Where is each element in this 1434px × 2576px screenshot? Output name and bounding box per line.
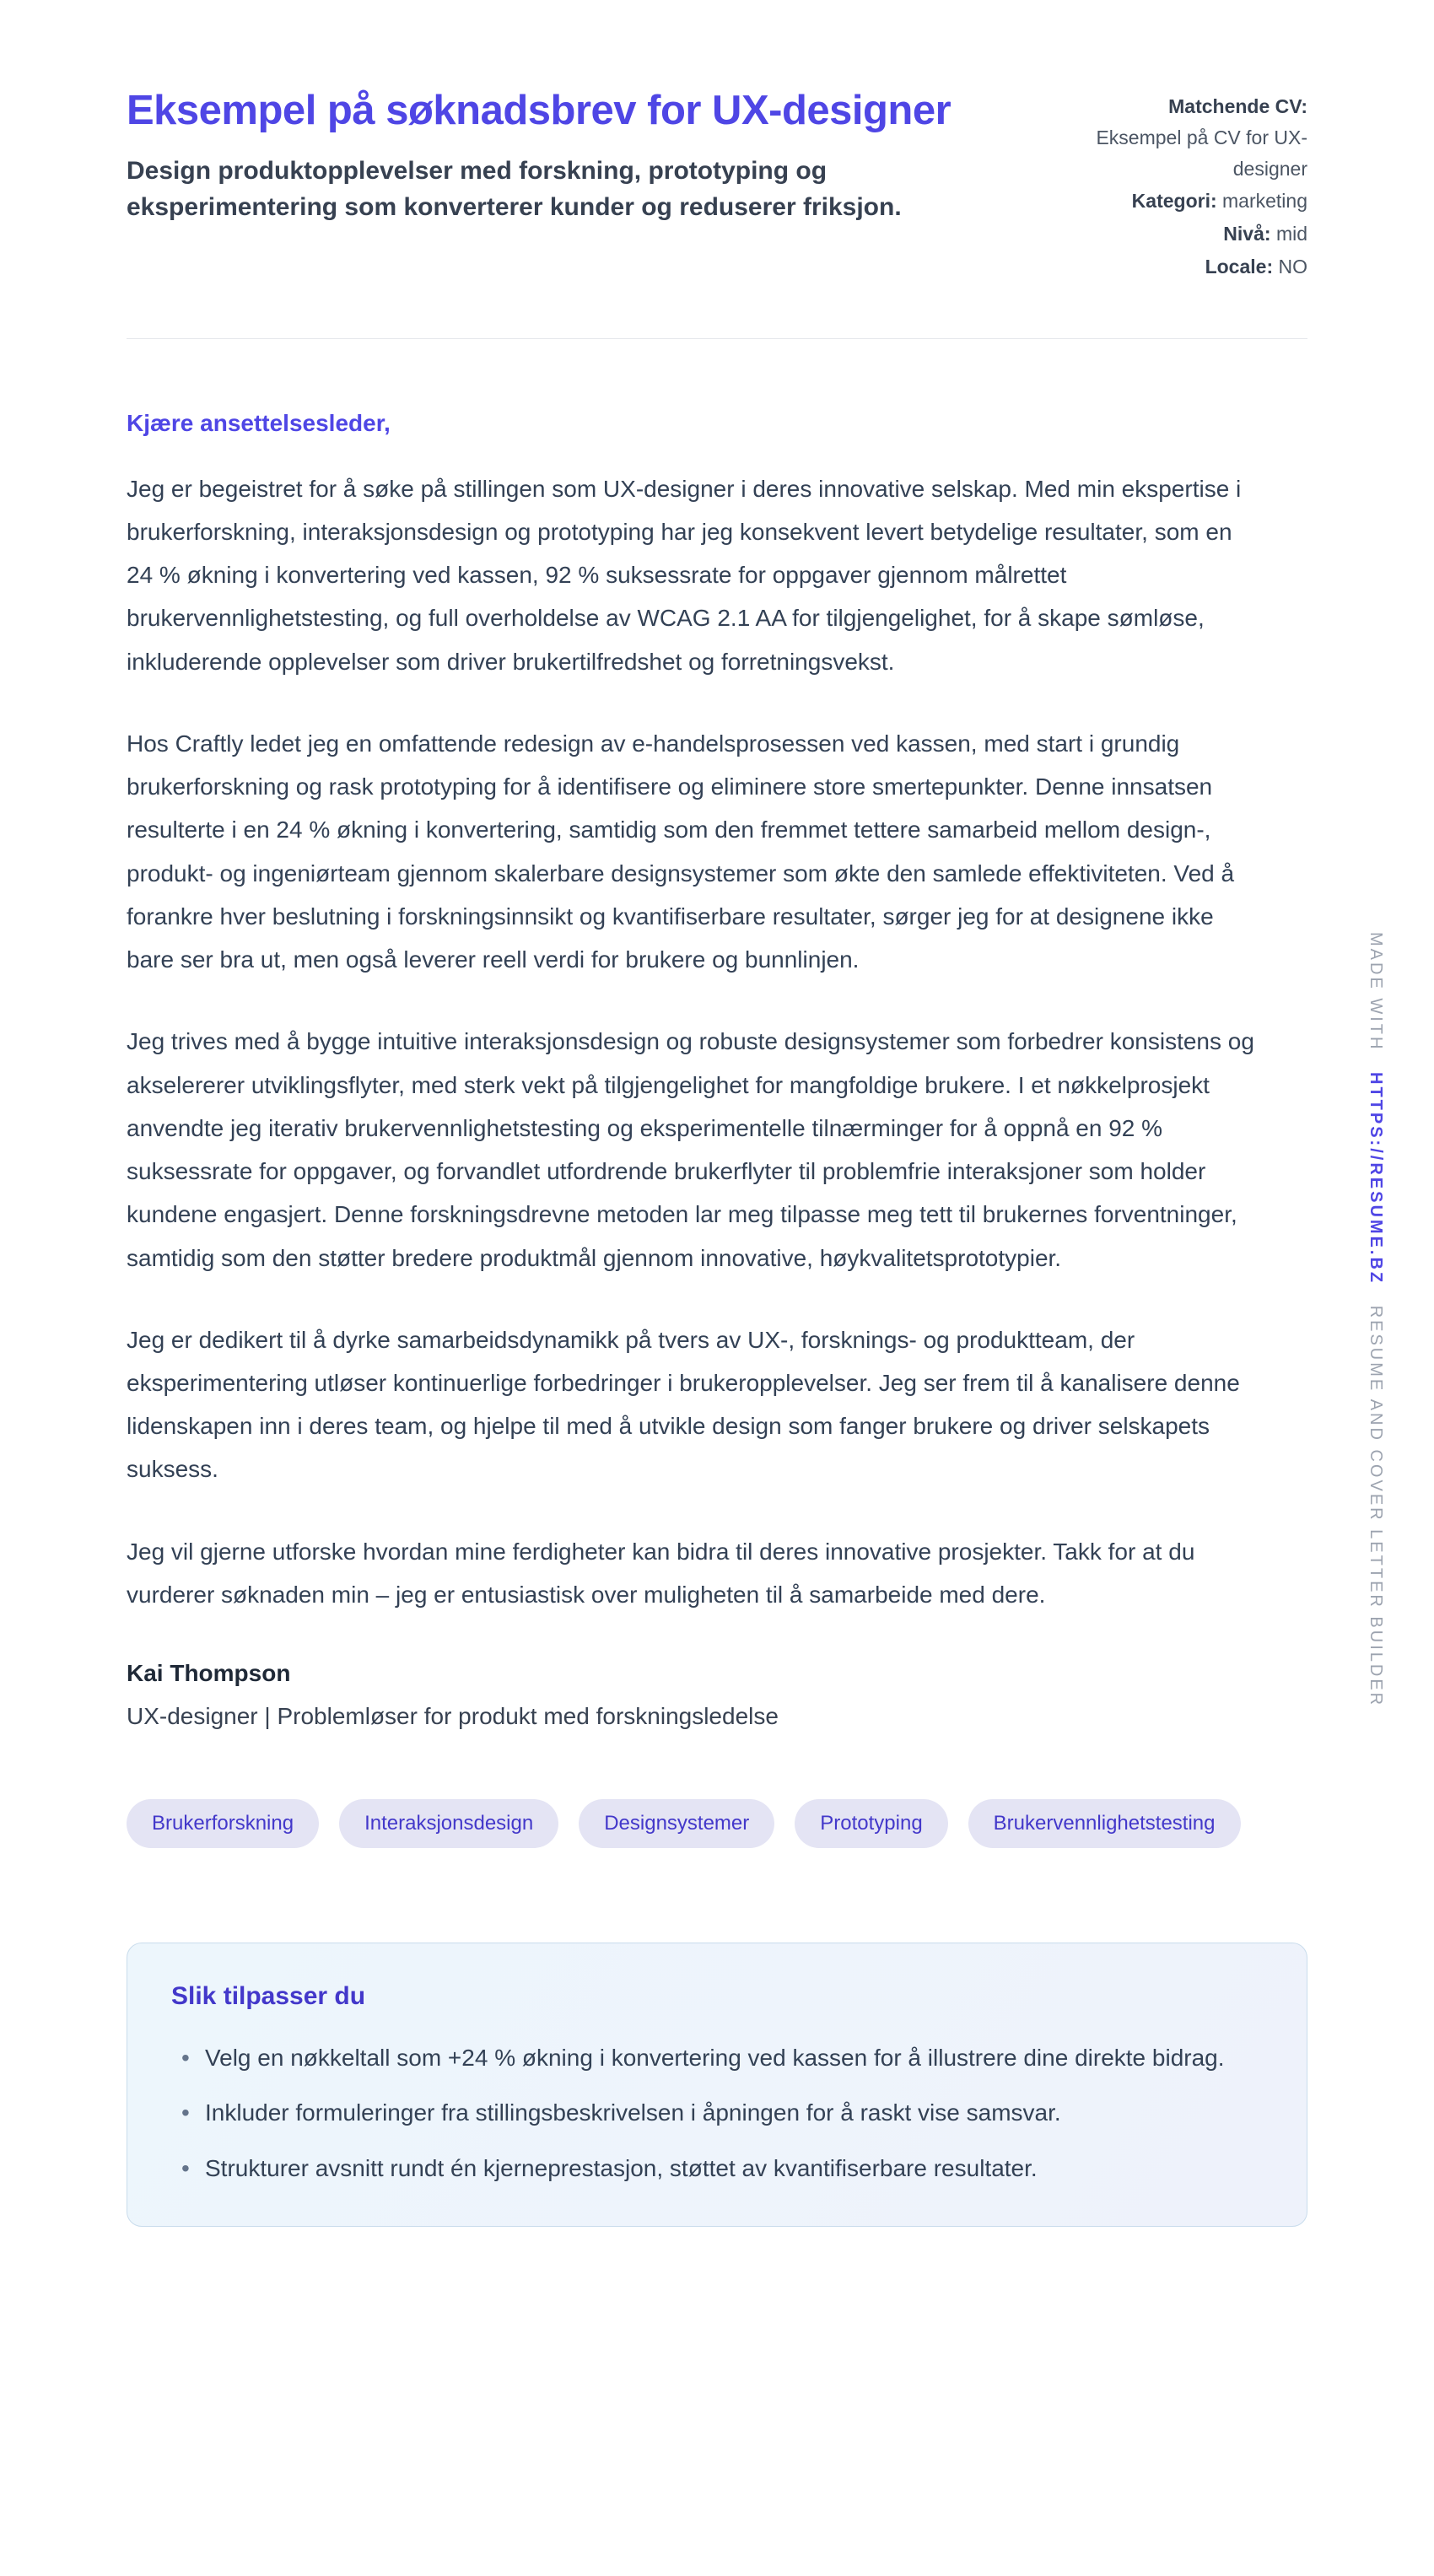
skill-tag: Prototyping [795,1799,947,1848]
meta-category [1054,186,1307,217]
meta-level-label: Nivå: [1223,223,1271,245]
meta-level-value: mid [1275,223,1307,245]
letter-paragraph: Jeg vil gjerne utforske hvordan mine ferdigheter kan bidra til deres innovative prosjekter. Takk for at du vurderer søknaden min – jeg er entusiastisk over muligheten til å samarbeide med dere. [127,1538,1195,1608]
letter-paragraph: Jeg er dedikert til å dyrke samarbeidsdynamikk på tvers av UX-, forsknings- og produktteam, der eksperimentering utløser kontinuerlige forbedringer i brukeropplevelser. Jeg ser frem til å kanalisere denne lidenskapen inn i deres team, og hjelpe til med å utvikle design som fanger brukere og driver selskapets suksess. [127,1326,1240,1483]
skill-tags [127,1799,1307,1848]
page-title: Eksempel på søknadsbrev for UX-designer [127,88,952,133]
tips-list [171,2036,1263,2191]
meta-category-label: Kategori: [1131,190,1217,213]
page-subtitle: Design produktopplevelser med forskning, prototyping og eksperimentering som konverterer kunder og reduserer friksjon. [127,156,902,222]
letter-paragraph: Jeg trives med å bygge intuitive interaksjonsdesign og robuste designsystemer som forbedrer konsistens og akselererer utviklingsflyter, med sterk vekt på tilgjengelighet for mangfoldige brukere. I et nøkkelprosjekt anvendte jeg iterativ brukervennlighetstesting og eksperimentelle tilnærminger for å oppnå en 92 % suksessrate for oppgaver, og forvandlet utfordrende brukerflyter til problemfrie interaksjoner som holder kundene engasjert. Denne forskningsdrevne metoden lar meg tilpasse meg tett til brukernes forventninger, samtidig som den støtter bredere produktmål gjennom innovative, høykvalitetsprototypier. [127,1028,1254,1271]
letter-paragraph: Jeg er begeistret for å søke på stillingen som UX-designer i deres innovative selskap. Med min ekspertise i brukerforskning, interaksjonsdesign og prototyping har jeg konsekvent levert betydelige resultater, som en 24 % økning i konvertering ved kassen, 92 % suksessrate for oppgaver gjennom målrettet brukervennlighetstesting, og full overholdelse av WCAG 2.1 AA for tilgjengelighet, for å skape sømløse, inkluderende opplevelser som driver brukertilfredshet og forretningsvekst. [127,475,1242,675]
meta-level [1054,218,1307,250]
meta-matching-cv-label: Matchende CV: [1168,95,1307,117]
skill-tag: Brukervennlighetstesting [968,1799,1241,1848]
watermark-prefix: MADE WITH [1367,932,1385,1052]
meta-matching-cv [1054,91,1307,184]
meta-category-value: marketing [1222,190,1307,213]
meta-locale-value: NO [1278,255,1307,278]
meta-matching-cv-value: Eksempel på CV for UX-designer [1096,126,1307,180]
meta-locale [1054,251,1307,283]
header-divider [127,338,1307,339]
header [127,84,1307,284]
letter-paragraph: Hos Craftly ledet jeg en omfattende redesign av e-handelsprosessen ved kassen, med start i grundig brukerforskning og rask prototyping for å identifisere og eliminere store smertepunkter. Denne innsatsen resulterte i en 24 % økning i konvertering, samtidig som den fremmet tettere samarbeid mellom design-, produkt- og ingeniørteam gjennom skalerbare designsystemer som økte den samlede effektiviteten. Ved å forankre hver beslutning i forskningsinnsikt og kvantifiserbare resultater, sørger jeg for at designene ikke bare ser bra ut, men også leverer reell verdi for brukere og bunnlinjen. [127,730,1235,973]
resume-bz-link[interactable]: HTTPS://RESUME.BZ [1367,1072,1385,1285]
watermark [1366,932,1385,1707]
tip-item: • Inkluder formuleringer fra stillingsbeskrivelsen i åpningen for å raskt vise samsvar. [171,2091,1263,2135]
skill-tag: Designsystemer [579,1799,774,1848]
letter-body [127,410,1261,1738]
skill-tag: Interaksjonsdesign [339,1799,558,1848]
skill-tag: Brukerforskning [127,1799,319,1848]
signature-name: Kai Thompson [127,1660,291,1687]
signature-role: UX-designer | Problemløser for produkt med forskningsledelse [127,1703,779,1730]
tip-item: • Velg en nøkkeltall som +24 % økning i konvertering ved kassen for å illustrere dine direkte bidrag. [171,2036,1263,2080]
meta-locale-label: Locale: [1205,255,1274,278]
header-title-block [127,84,1054,226]
tip-item: • Strukturer avsnitt rundt én kjerneprestasjon, støttet av kvantifiserbare resultater. [171,2147,1263,2191]
tips-title: Slik tilpasser du [171,1981,366,2010]
meta-panel [1054,84,1307,284]
watermark-suffix: RESUME AND COVER LETTER BUILDER [1367,1305,1385,1708]
letter-paragraphs [127,467,1261,1616]
letter-salutation: Kjære ansettelsesleder, [127,409,391,436]
tips-box [127,1943,1307,2227]
